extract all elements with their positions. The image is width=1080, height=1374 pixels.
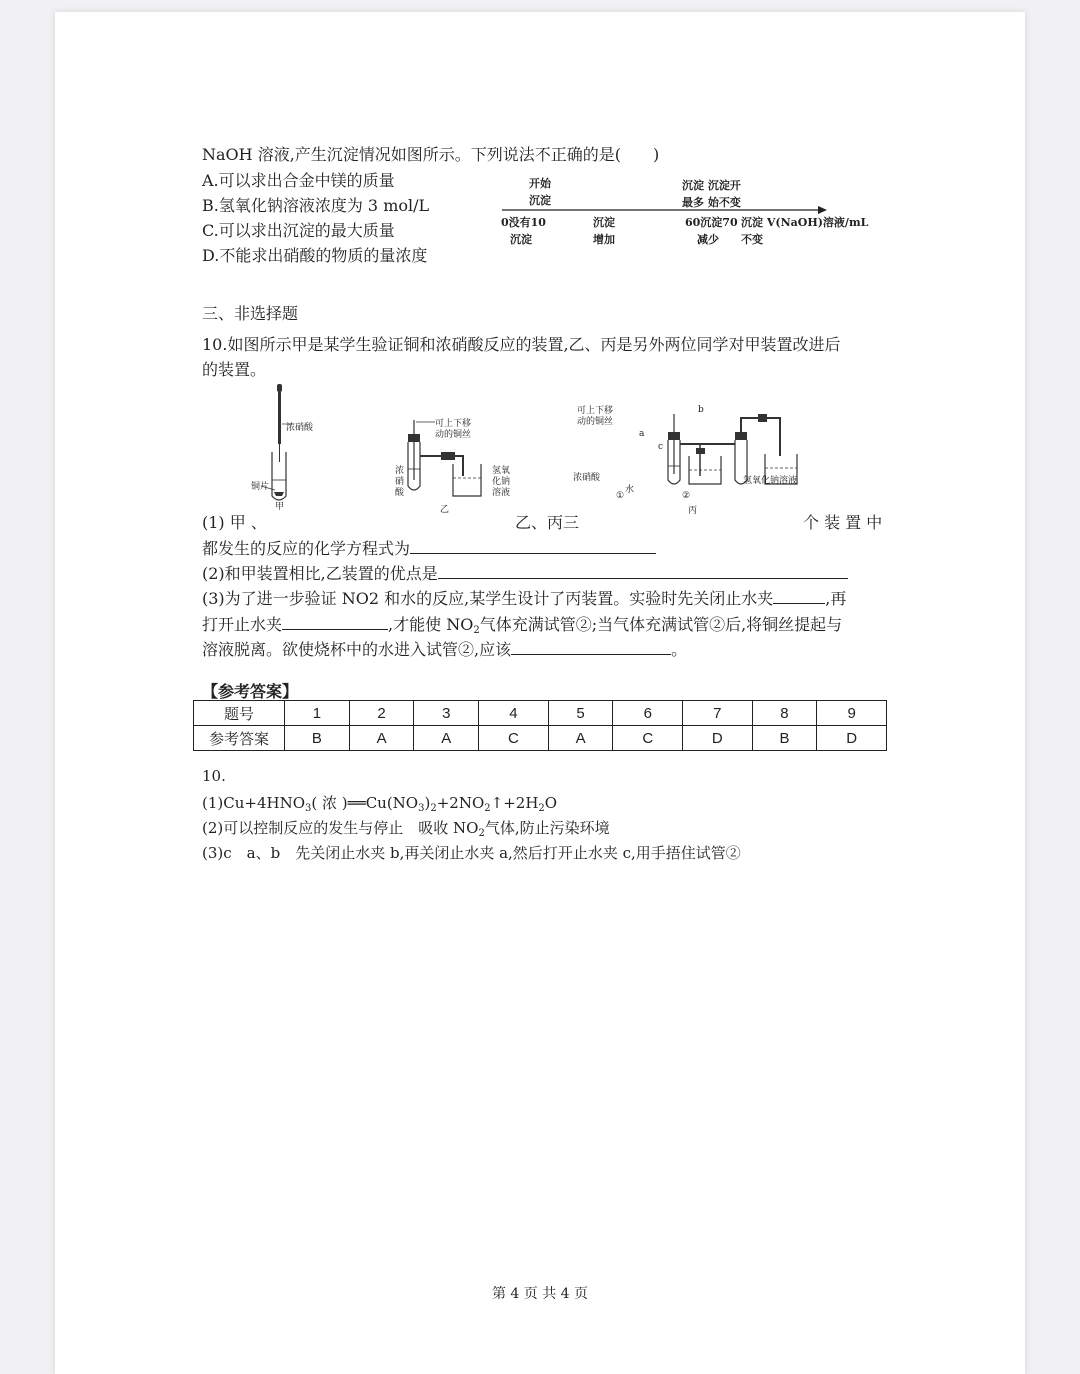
table-number-3: 3 (414, 701, 479, 726)
diagram-label-start-2: 沉淀 (529, 194, 551, 207)
q10-part1-a: (1) 甲 、 (202, 513, 267, 532)
bing-tube-2: ② (682, 491, 691, 501)
answer-blank-1[interactable] (410, 537, 656, 554)
jia-name: 甲 (275, 502, 285, 512)
yi-acid-label-2: 硝 (395, 477, 405, 487)
eq-part-f: O (544, 794, 558, 812)
answer-q10-part3: (3)c a、b 先关闭止水夹 b,再关闭止水夹 a,然后打开止水夹 c,用手捂住试管② (202, 844, 741, 862)
answer-part2-a: (2)可以控制反应的发生与停止 吸收 NO (202, 819, 479, 837)
apparatus-drawing (245, 384, 845, 512)
q10-part3-line2-c: 气体充满试管②;当气体充满试管②后,将铜丝提起与 (479, 615, 843, 634)
table-number-4: 4 (479, 701, 549, 726)
table-number-8: 8 (752, 701, 817, 726)
answer-q10-part1 (202, 792, 557, 814)
bing-tube-1: ① (616, 491, 625, 501)
table-answer-8: B (752, 726, 817, 751)
answer-q10-label: 10. (202, 767, 226, 785)
q10-part2-text: (2)和甲装置相比,乙装置的优点是 (202, 564, 438, 583)
table-number-9: 9 (817, 701, 887, 726)
table-number-7: 7 (683, 701, 753, 726)
table-number-6: 6 (613, 701, 683, 726)
jia-acid-label: 浓硝酸 (286, 423, 314, 433)
diagram-bottom-label-0: 沉淀 (510, 233, 532, 246)
bing-naoh-label: 氢氧化钠溶液 (743, 476, 798, 486)
q10-stem-line1: 10.如图所示甲是某学生验证铜和浓硝酸反应的装置,乙、丙是另外两位同学对甲装置改进后 (202, 335, 841, 354)
diagram-label-max-2: 最多 始不变 (682, 196, 741, 209)
yi-naoh-label-1: 氢氧 (492, 466, 511, 476)
section-title: 三、非选择题 (202, 304, 299, 323)
eq-part-c: ) (424, 794, 431, 812)
table-answer-6: C (613, 726, 683, 751)
yi-acid-label-3: 酸 (395, 488, 405, 498)
answer-q10-part2 (202, 817, 610, 839)
table-number-5: 5 (548, 701, 613, 726)
eq-sub-5: 2 (538, 803, 545, 814)
yi-name: 乙 (440, 505, 450, 515)
eq-sub-2: 3 (418, 803, 425, 814)
table-number-1: 1 (285, 701, 350, 726)
q10-part2 (202, 561, 848, 584)
yi-wire-label-2: 动的铜丝 (435, 430, 472, 440)
bing-acid-label: 浓硝酸 (573, 473, 601, 483)
q10-part1-line2-text: 都发生的反应的化学方程式为 (202, 539, 411, 558)
yi-naoh-label-2: 化钠 (492, 477, 511, 487)
q10-part3-line2-a: 打开止水夹 (202, 615, 283, 634)
table-answer-label: 参考答案 (194, 726, 285, 751)
table-answer-4: C (479, 726, 549, 751)
diagram-label-start-1: 开始 (529, 177, 551, 190)
q10-part3-line3-b: 。 (671, 640, 688, 659)
diagram-axis-label-1: 沉淀 (593, 216, 615, 229)
diagram-axis-label-2: 60沉淀70 (685, 216, 738, 229)
eq-part-d: +2NO (436, 794, 485, 812)
q9-option-a: A.可以求出合金中镁的质量 (202, 171, 395, 190)
q10-part3-line3-a: 溶液脱离。欲使烧杯中的水进入试管②,应该 (202, 640, 512, 659)
q9-option-b: B.氢氧化钠溶液浓度为 3 mol/L (202, 196, 430, 215)
diagram-label-max-1: 沉淀 沉淀开 (682, 179, 741, 192)
q10-part3-line2-sub: 2 (473, 625, 480, 636)
eq-sub-1: 3 (305, 803, 312, 814)
table-answer-7: D (683, 726, 753, 751)
diagram-bottom-label-1: 增加 (593, 233, 615, 246)
eq-part-b: ( 浓 )══Cu(NO (311, 794, 419, 812)
yi-acid-label-1: 浓 (395, 466, 405, 476)
q10-part3-line2 (202, 612, 842, 636)
diagram-axis-label-0: 0没有10 (501, 216, 546, 229)
q10-part1-c: 个 装 置 中 (803, 513, 883, 532)
answer-table-header-row (194, 701, 887, 726)
page-footer: 第 4 页 共 4 页 (491, 1286, 589, 1302)
document-page (55, 12, 1025, 1374)
q10-part1-b: 乙、丙三 (515, 513, 580, 532)
answer-part2-sub: 2 (478, 828, 485, 839)
answer-blank-5[interactable] (511, 638, 671, 655)
diagram-bottom-label-3: 不变 (741, 233, 763, 246)
q9-option-d: D.不能求出硝酸的物质的量浓度 (202, 246, 428, 265)
table-answer-9: D (817, 726, 887, 751)
eq-part-a: (1)Cu+4HNO (202, 794, 306, 812)
q9-option-c: C.可以求出沉淀的最大质量 (202, 221, 395, 240)
yi-naoh-label-3: 溶液 (492, 488, 511, 498)
q9-intro: NaOH 溶液,产生沉淀情况如图所示。下列说法不正确的是( ) (202, 145, 660, 164)
table-header-label: 题号 (194, 701, 285, 726)
eq-sub-4: 2 (484, 803, 491, 814)
q10-stem-line2: 的装置。 (202, 360, 267, 379)
bing-wire-label-1: 可上下移 (577, 406, 614, 416)
answer-blank-4[interactable] (282, 613, 388, 630)
q10-part3-line3 (202, 637, 687, 660)
bing-clamp-b: b (698, 405, 704, 415)
table-answer-1: B (285, 726, 350, 751)
bing-name: 丙 (688, 506, 698, 516)
table-answer-3: A (414, 726, 479, 751)
eq-sub-3: 2 (430, 803, 437, 814)
bing-water-label: 水 (625, 485, 635, 495)
diagram-axis-label-3: 沉淀 V(NaOH)溶液/mL (741, 216, 869, 229)
answer-table-value-row (194, 726, 887, 751)
q10-part3-line1 (202, 586, 846, 609)
table-answer-5: A (548, 726, 613, 751)
q10-part1-line2 (202, 536, 656, 559)
q10-part3-line1-text: (3)为了进一步验证 NO2 和水的反应,某学生设计了丙装置。实验时先关闭止水夹 (202, 589, 774, 608)
answers-title: 【参考答案】 (202, 682, 299, 701)
q10-part3-line2-b: ,才能使 NO (388, 615, 474, 634)
diagram-bottom-label-2: 减少 (697, 233, 719, 246)
answer-blank-2[interactable] (438, 562, 848, 579)
yi-wire-label-1: 可上下移 (435, 419, 472, 429)
bing-clamp-a: a (639, 429, 645, 439)
bing-clamp-c: c (658, 442, 664, 452)
table-number-2: 2 (349, 701, 414, 726)
answer-blank-3[interactable] (773, 587, 825, 604)
answer-part2-b: 气体,防止污染环境 (484, 819, 610, 837)
table-answer-2: A (349, 726, 414, 751)
answer-table (193, 700, 887, 751)
q10-part3-line1-end: ,再 (825, 589, 847, 608)
eq-part-e: ↑+2H (490, 794, 539, 812)
bing-wire-label-2: 动的铜丝 (577, 417, 614, 427)
jia-copper-label: 铜片 (251, 482, 270, 492)
